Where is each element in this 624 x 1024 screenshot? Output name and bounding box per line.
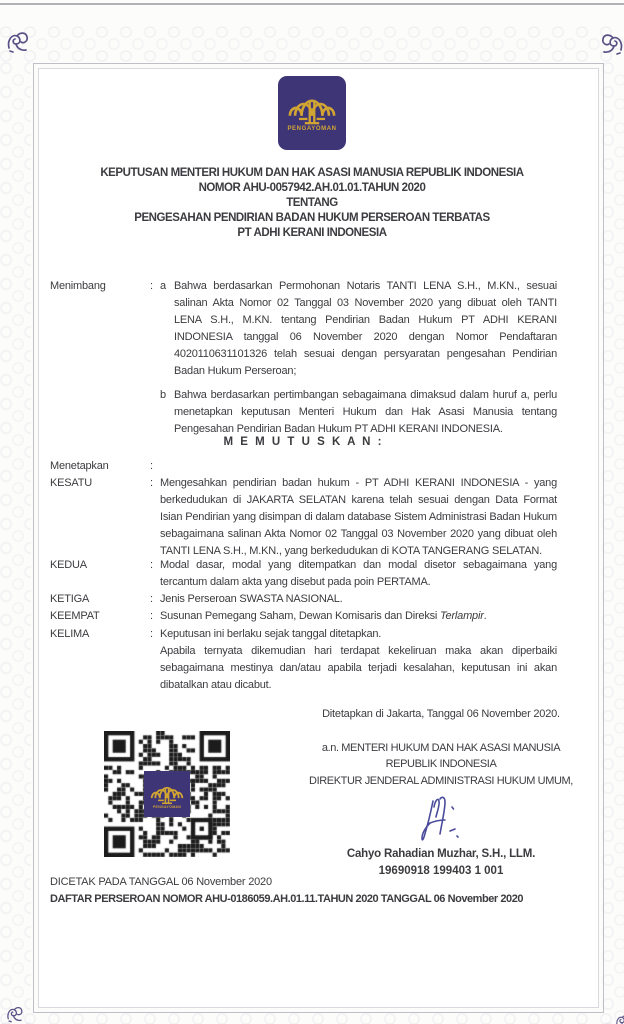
signature-area <box>300 791 582 845</box>
colon: : <box>150 593 153 605</box>
pengayoman-tree-icon <box>286 80 338 128</box>
item-marker: a <box>160 280 166 292</box>
keempat-label: KEEMPAT <box>50 610 100 622</box>
signatory-title-line: DIREKTUR JENDERAL ADMINISTRASI HUKUM UMUM, <box>309 774 573 787</box>
kesatu-text: Mengesahkan pendirian badan hukum - PT ADHI KERANI INDONESIA - yang berkedudukan di JAKARTA SELATAN karena telah sesuai dengan Data Format Isian Pendirian yang disimpan di dalam database Sistem Administrasi Badan Hukum sebagaimana salinan Akta Nomor 02 Tanggal 03 November 2020 yang dibuat oleh TANTI LENA S.H., M.KN., yang berkedudukan di KOTA TANGERANG SELATAN. <box>160 477 557 557</box>
kelima-para2: Apabila ternyata dikemudian hari terdapat kekeliruan maka akan diperbaiki sebagaimana mestinya dan/atau apabila terjadi kesalahan, keputusan ini akan dibatalkan atau dicabut. <box>160 645 557 691</box>
scan-edge-line <box>0 3 624 5</box>
colon: : <box>150 610 153 622</box>
ketiga-label: KETIGA <box>50 593 90 605</box>
qr-center-emblem <box>144 771 190 817</box>
kedua-text: Modal dasar, modal yang ditempatkan dan modal disetor sebagaimana yang tercantum dalam akta yang disebut pada poin PERTAMA. <box>160 559 557 588</box>
decree-title <box>40 166 584 241</box>
flourish-icon-top-right <box>600 33 624 57</box>
ketiga-row <box>50 591 557 608</box>
menimbang-item-b <box>160 387 557 438</box>
flourish-icon-top-left <box>6 31 30 55</box>
flourish-icon-bottom-right <box>615 1014 624 1024</box>
menetapkan-label: Menetapkan <box>50 460 109 472</box>
ministry-logo <box>278 76 346 150</box>
keempat-text-pre: Susunan Pemegang Saham, Dewan Komisaris dan Direksi <box>160 610 441 622</box>
qr-emblem-label: PENGAYOMAN <box>152 805 182 809</box>
kelima-line1: Keputusan ini berlaku sejak tanggal ditetapkan. <box>160 628 382 640</box>
keempat-text <box>160 608 557 625</box>
qr-code <box>104 731 230 857</box>
kesatu-label: KESATU <box>50 477 92 489</box>
kelima-row <box>50 626 557 694</box>
menetapkan-row <box>50 458 557 475</box>
menimbang-label: Menimbang <box>50 280 106 292</box>
logo-label: PENGAYOMAN <box>287 126 337 132</box>
signatory-nip: 19690918 199403 1 001 <box>378 864 504 877</box>
company-registry-line: DAFTAR PERSEROAN NOMOR AHU-0186059.AH.01.11.TAHUN 2020 TANGGAL 06 November 2020 <box>50 893 524 905</box>
ketiga-text: Jenis Perseroan SWASTA NASIONAL. <box>160 593 343 605</box>
kelima-label: KELIMA <box>50 628 90 640</box>
signatory-name: Cahyo Rahadian Muzhar, S.H., LLM. <box>346 848 536 860</box>
memutuskan-heading: M E M U T U S K A N : <box>223 436 384 448</box>
menimbang-section <box>50 278 557 438</box>
title-line-number: NOMOR AHU-0057942.AH.01.01.TAHUN 2020 <box>198 182 426 194</box>
keempat-text-italic: Terlampir <box>440 610 484 622</box>
colon: : <box>150 280 153 292</box>
colon: : <box>150 628 153 640</box>
flourish-icon-bottom-left <box>6 1006 24 1024</box>
keempat-text-post: . <box>483 610 487 622</box>
lace-border-left <box>0 62 31 1024</box>
title-line-ministry: KEPUTUSAN MENTERI HUKUM DAN HAK ASASI MANUSIA REPUBLIK INDONESIA <box>100 167 524 179</box>
pengayoman-tree-icon <box>149 774 185 806</box>
menimbang-item-a <box>160 278 557 380</box>
item-text: Bahwa berdasarkan Permohonan Notaris TANTI LENA S.H., M.KN., sesuai salinan Akta Nomor 02 Tanggal 03 November 2020 yang dibuat oleh TANTI LENA S.H., M.KN. tentang Pendirian Badan Hukum PT ADHI KERANI INDONESIA tanggal 06 November 2020 dengan Nomor Pendaftaran 4020110631101326 telah sesuai dengan persyaratan pengesahan Pendirian Badan Hukum Perseroan; <box>174 280 557 377</box>
kedua-label: KEDUA <box>50 559 87 571</box>
item-marker: b <box>160 389 166 401</box>
title-line-company: PT ADHI KERANI INDONESIA <box>237 227 387 239</box>
lace-border-bottom <box>0 1013 624 1024</box>
signatory-authority-line: a.n. MENTERI HUKUM DAN HAK ASASI MANUSIA <box>321 741 561 754</box>
keempat-row <box>50 608 557 625</box>
kedua-row <box>50 557 557 591</box>
lace-border-right <box>602 62 624 1024</box>
printed-date-line: DICETAK PADA TANGGAL 06 November 2020 <box>50 876 272 888</box>
kesatu-row <box>50 475 557 560</box>
colon: : <box>150 559 153 571</box>
title-line-subject: PENGESAHAN PENDIRIAN BADAN HUKUM PERSEROAN TERBATAS <box>134 212 490 224</box>
closing-block <box>300 706 582 879</box>
signature-scribble <box>408 791 468 845</box>
title-line-tentang: TENTANG <box>286 197 338 209</box>
colon: : <box>150 477 153 489</box>
colon: : <box>150 460 153 472</box>
place-date-line: Ditetapkan di Jakarta, Tanggal 06 November 2020. <box>322 708 560 720</box>
signatory-republic-line: REPUBLIK INDONESIA <box>385 758 497 770</box>
item-text: Bahwa berdasarkan pertimbangan sebagaimana dimaksud dalam huruf a, perlu menetapkan keputusan Menteri Hukum dan Hak Asasi Manusia tentang Pengesahan Pendirian Badan Hukum PT ADHI KERANI INDONESIA. <box>174 389 557 435</box>
lace-border-top <box>0 26 624 62</box>
